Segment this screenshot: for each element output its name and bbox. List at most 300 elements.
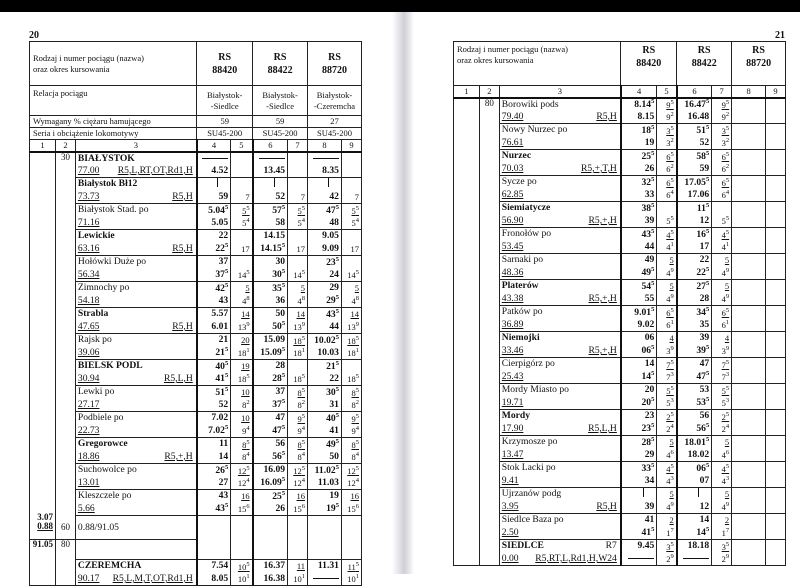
departure-time-1: $20^5$	[621, 397, 657, 410]
run-time-1: 5	[657, 436, 677, 449]
junction-gradient-bottom: 80	[55, 540, 75, 586]
departure-time-3: 22	[308, 373, 342, 386]
min-run-time-3	[765, 527, 785, 540]
arrival-time-1: 8.14$^5$	[621, 98, 657, 111]
arrival-time-2: 16.47$^5$	[677, 98, 712, 111]
pass-through-mark	[217, 178, 218, 187]
run-time-1: $8^5$	[231, 438, 253, 451]
min-run-time-2: $15^6$	[288, 503, 308, 516]
column-number-7: 7	[288, 140, 308, 152]
station-km	[75, 269, 196, 282]
column-number-9: 9	[765, 86, 785, 98]
min-run-time-1: $6^1$	[657, 319, 677, 332]
station-km	[499, 553, 621, 566]
arrival-time-1: 9.45	[621, 540, 657, 553]
km-value: 0.00	[501, 552, 519, 564]
station-km	[499, 371, 621, 384]
min-run-time-2: $6^2$	[712, 163, 732, 176]
station-row-bottom	[30, 295, 362, 308]
train-header-88422	[253, 42, 308, 86]
station-row-bottom	[30, 451, 362, 464]
station-row-bottom	[30, 321, 362, 334]
departure-time-3: 11.03	[308, 477, 342, 490]
min-run-time-3: 7	[341, 191, 361, 204]
train-number: 88720	[746, 58, 772, 69]
min-run-time-3: $4^8$	[341, 295, 361, 308]
station-name: Podbiele po	[75, 412, 196, 425]
min-run-time-1: $4^6$	[657, 449, 677, 462]
min-run-time-3	[765, 215, 785, 228]
arrival-time-3	[732, 280, 766, 293]
departure-time-2: $53^5$	[677, 397, 712, 410]
km-value: 18.86	[77, 450, 100, 462]
run-time-1: $2^5$	[657, 410, 677, 423]
run-time-2: $4^5$	[712, 228, 732, 241]
min-run-time-1: 7	[231, 191, 253, 204]
departure-time-3	[732, 189, 766, 202]
departure-time-3: 24	[308, 269, 342, 282]
station-km	[75, 477, 196, 490]
run-time-3: $9^5$	[341, 412, 361, 425]
dash-mark	[628, 558, 654, 559]
arrival-time-3	[308, 178, 342, 191]
run-time-2	[288, 178, 308, 191]
departure-time-1: 52	[197, 399, 231, 412]
train-type: RS	[752, 45, 765, 56]
departure-time-3	[732, 111, 766, 124]
station-row-bottom	[454, 371, 786, 384]
run-time-1: 20	[231, 334, 253, 347]
km-value: 39.06	[77, 346, 100, 358]
arrival-time-3	[732, 98, 766, 111]
run-time-1: $4^5$	[657, 462, 677, 475]
departure-time-3: 31	[308, 399, 342, 412]
station-row-bottom	[454, 241, 786, 254]
station-row-top	[454, 540, 786, 553]
run-time-2: 2	[712, 514, 732, 527]
station-km	[499, 501, 621, 514]
station-row-top	[30, 360, 362, 373]
run-time-1: $6^5$	[657, 176, 677, 189]
arrival-time-3: $40^5$	[308, 412, 342, 425]
departure-time-2: $50^5$	[253, 321, 288, 334]
station-km	[75, 425, 196, 438]
station-name: Ujrzanów podg	[499, 488, 621, 501]
empty-cell	[253, 516, 288, 560]
km-value: 53.45	[501, 240, 524, 252]
arrival-time-1: $32^5$	[621, 176, 657, 189]
arrival-time-1: 14	[621, 358, 657, 371]
column-number-5: 5	[657, 86, 677, 98]
min-run-time-2: $18^1$	[288, 347, 308, 360]
min-run-time-1: 17	[231, 243, 253, 256]
departure-time-2: $56^5$	[253, 451, 288, 464]
min-run-time-2: $8^4$	[288, 451, 308, 464]
station-name: SIEDLCE R7	[499, 540, 621, 553]
arrival-time-2: $57^5$	[253, 204, 288, 217]
column-number-9: 9	[341, 140, 361, 152]
departure-time-3	[732, 345, 766, 358]
departure-time-1: 55	[621, 293, 657, 306]
arrival-time-2	[253, 152, 288, 165]
min-run-time-1: $1^7$	[657, 527, 677, 540]
min-run-time-2: $10^1$	[288, 573, 308, 586]
station-km	[499, 163, 621, 176]
station-row-top	[454, 410, 786, 423]
station-name: Fronołów po	[499, 228, 621, 241]
station-row-bottom	[30, 269, 362, 282]
station-km	[75, 347, 196, 360]
departure-time-1: 5.05	[197, 217, 231, 230]
run-time-2	[712, 202, 732, 215]
departure-time-1: 39	[621, 215, 657, 228]
departure-time-1: 27	[197, 477, 231, 490]
pass-through-mark	[274, 178, 275, 187]
station-row-bottom	[454, 475, 786, 488]
km-value: 47.65	[77, 320, 100, 332]
departure-time-1: $49^5$	[621, 267, 657, 280]
min-run-time-1: $4^3$	[657, 475, 677, 488]
loco-label: Seria i obciążenie lokomotywy	[30, 128, 197, 140]
run-time-3: 14	[341, 308, 361, 321]
station-row-bottom	[454, 553, 786, 566]
departure-time-2: 18.02	[677, 449, 712, 462]
departure-time-1: $14^5$	[621, 371, 657, 384]
arrival-time-2: 56	[253, 438, 288, 451]
station-name: Zimnochy po	[75, 282, 196, 295]
departure-time-3: 41	[308, 425, 342, 438]
arrival-time-2: 50	[253, 308, 288, 321]
station-km	[75, 451, 196, 464]
km-value: 13.01	[77, 476, 100, 488]
departure-time-3	[732, 371, 766, 384]
departure-time-3: 50	[308, 451, 342, 464]
train-number: 88720	[322, 64, 347, 76]
station-row-top	[30, 204, 362, 217]
station-row-top	[454, 514, 786, 527]
arrival-time-3	[732, 332, 766, 345]
station-km	[75, 295, 196, 308]
station-row-bottom	[454, 189, 786, 202]
right-page-number: 21	[775, 30, 785, 41]
min-run-time-2: $3^9$	[712, 345, 732, 358]
station-row-bottom	[30, 191, 362, 204]
departure-time-2: 07	[677, 475, 712, 488]
station-row-top	[454, 436, 786, 449]
run-time-1: 2	[657, 514, 677, 527]
run-time-3	[765, 98, 785, 111]
departure-time-1: 8.15	[621, 111, 657, 124]
train-number: 88420	[636, 58, 662, 69]
station-row-bottom	[30, 165, 362, 178]
run-time-2: $5^5$	[288, 204, 308, 217]
arrival-time-3: 10.02$^5$	[308, 334, 342, 347]
empty-cell	[341, 516, 361, 560]
run-time-3	[765, 436, 785, 449]
min-run-time-2: $1^7$	[712, 527, 732, 540]
departure-time-1: 26	[621, 163, 657, 176]
arrival-time-1: 23	[621, 410, 657, 423]
arrival-time-2: $27^5$	[677, 280, 712, 293]
departure-time-2: $30^5$	[253, 269, 288, 282]
departure-time-2: 15.09$^5$	[253, 347, 288, 360]
min-run-time-1: $12^4$	[231, 477, 253, 490]
column-number-5: 5	[231, 140, 253, 152]
station-row-bottom	[454, 267, 786, 280]
empty-cell	[308, 516, 342, 560]
train-type: RS	[697, 45, 711, 56]
station-row-top	[30, 438, 362, 451]
arrival-time-2: 16.09	[253, 464, 288, 477]
train-header-88420	[197, 42, 253, 86]
station-row-bottom	[454, 397, 786, 410]
station-row-top	[30, 464, 362, 477]
station-row-bottom	[454, 293, 786, 306]
arrival-time-1	[197, 178, 231, 191]
column-number-8: 8	[308, 140, 342, 152]
run-time-1: 14	[231, 308, 253, 321]
station-name: Niemojki	[499, 332, 621, 345]
relation-88422	[253, 86, 308, 116]
run-time-1: 5	[657, 488, 677, 501]
run-time-2	[288, 230, 308, 243]
run-time-3	[765, 540, 785, 553]
relation-label: Relacja pociągu	[30, 86, 197, 116]
arrival-time-3	[732, 124, 766, 137]
departure-time-2: 35	[677, 319, 712, 332]
km-value: 5.66	[77, 502, 95, 514]
station-row-bottom	[454, 319, 786, 332]
departure-time-3: 44	[308, 321, 342, 334]
station-codes: R5,+,H	[588, 214, 617, 226]
arrival-time-2: 14	[677, 514, 712, 527]
station-row-top	[454, 306, 786, 319]
empty-cell	[288, 516, 308, 560]
run-time-2	[288, 256, 308, 269]
train-label-cell	[30, 42, 197, 86]
station-km	[499, 423, 621, 436]
departure-time-3: 8.35	[308, 165, 342, 178]
station-codes: R5,L,H	[163, 372, 193, 384]
station-codes: R5,+,H	[588, 344, 617, 356]
train-type: RS	[328, 51, 341, 63]
km-value: 70.03	[501, 162, 524, 174]
min-run-time-3: 17	[341, 243, 361, 256]
relation-line1: Białystok-	[206, 89, 243, 100]
station-name: Borowiki pods	[499, 98, 621, 111]
arrival-time-2: 17.05$^5$	[677, 176, 712, 189]
station-km	[75, 243, 196, 256]
departure-time-2: 16.09$^5$	[253, 477, 288, 490]
run-time-1: $3^5$	[657, 540, 677, 553]
min-run-time-1: $8^2$	[231, 399, 253, 412]
arrival-time-3	[732, 384, 766, 397]
left-timetable	[29, 41, 362, 586]
departure-time-1: 44	[621, 241, 657, 254]
column-number-1: 1	[30, 140, 56, 152]
departure-time-3: 48	[308, 217, 342, 230]
arrival-time-3	[732, 176, 766, 189]
arrival-time-1: 9.01$^5$	[621, 306, 657, 319]
min-run-time-2: $9^4$	[288, 425, 308, 438]
station-row-top	[30, 256, 362, 269]
run-time-1: $4^5$	[657, 228, 677, 241]
arrival-time-3	[732, 254, 766, 267]
column-number-7: 7	[712, 86, 732, 98]
station-codes: R5,RT,L,Rd1,H,W24	[535, 552, 617, 564]
departure-time-1: 34	[621, 475, 657, 488]
min-run-time-2: $4^3$	[712, 475, 732, 488]
station-row-top	[30, 178, 362, 191]
run-time-2	[288, 152, 308, 165]
departure-time-2: 12	[677, 501, 712, 514]
arrival-time-1: 5.57	[197, 308, 231, 321]
departure-time-3	[732, 319, 766, 332]
gradient-column: 80	[479, 98, 499, 566]
arrival-time-3	[732, 358, 766, 371]
station-row-top	[454, 254, 786, 267]
run-time-2: $3^5$	[712, 540, 732, 553]
station-codes: R5,+,T,H	[580, 162, 617, 174]
arrival-time-1: $51^5$	[197, 386, 231, 399]
arrival-time-1: $18^5$	[621, 124, 657, 137]
min-run-time-1: $15^6$	[231, 503, 253, 516]
departure-time-2: $37^5$	[253, 399, 288, 412]
station-row-bottom	[30, 347, 362, 360]
station-row-top	[30, 490, 362, 503]
run-time-3	[765, 462, 785, 475]
departure-time-1: 6.01	[197, 321, 231, 334]
departure-time-3	[732, 449, 766, 462]
right-timetable	[453, 41, 786, 566]
run-time-3	[765, 384, 785, 397]
km-value: 79.40	[501, 110, 524, 122]
station-name: Białystok Bł12	[75, 178, 196, 191]
arrival-time-2: 37	[253, 386, 288, 399]
dash-mark	[202, 158, 228, 159]
departure-time-2: 26	[253, 503, 288, 516]
run-time-2: $8^5$	[288, 386, 308, 399]
station-codes: R5,H	[172, 242, 193, 254]
run-time-1	[657, 202, 677, 215]
column-number-2: 2	[55, 140, 75, 152]
station-name: Siemiatycze	[499, 202, 621, 215]
min-run-time-1	[231, 165, 253, 178]
run-time-2	[288, 360, 308, 373]
station-row-bottom	[30, 573, 362, 586]
departure-time-1: $06^5$	[621, 345, 657, 358]
station-km	[499, 319, 621, 332]
station-name: Rajsk po	[75, 334, 196, 347]
relation-line1: Białystok-	[316, 89, 353, 100]
arrival-time-2: 18.01$^5$	[677, 436, 712, 449]
junction-blank	[75, 540, 196, 560]
run-time-3	[765, 124, 785, 137]
run-time-2: $18^5$	[288, 334, 308, 347]
min-run-time-3	[765, 501, 785, 514]
station-name: Strabla	[75, 308, 196, 321]
run-time-1: 19	[231, 360, 253, 373]
run-time-2: 5	[712, 280, 732, 293]
departure-time-1: $41^5$	[197, 373, 231, 386]
departure-time-2: 36	[253, 295, 288, 308]
departure-time-3	[732, 293, 766, 306]
run-time-1	[231, 178, 253, 191]
departure-time-2: $22^5$	[677, 267, 712, 280]
arrival-time-3	[732, 410, 766, 423]
run-time-3	[765, 228, 785, 241]
station-codes: R5,L,H	[588, 422, 617, 434]
run-time-3	[765, 410, 785, 423]
arrival-time-1: $40^5$	[197, 360, 231, 373]
train-label-line1: Rodzaj i numer pociągu (nazwa)	[457, 44, 568, 54]
min-run-time-2: $2^9$	[712, 553, 732, 566]
station-row-bottom	[30, 503, 362, 516]
min-run-time-1: $4^1$	[657, 241, 677, 254]
departure-time-2: 16.38	[253, 573, 288, 586]
km-value: 13.47	[501, 448, 524, 460]
brake-88420: 59	[197, 116, 253, 128]
empty-cell	[197, 516, 231, 560]
min-run-time-3	[765, 553, 785, 566]
km-value: 63.16	[77, 242, 100, 254]
column-number-1: 1	[454, 86, 480, 98]
station-row-top	[454, 228, 786, 241]
station-name: Sarnaki po	[499, 254, 621, 267]
run-time-2: $9^5$	[712, 98, 732, 111]
station-codes: R5,+,H	[588, 292, 617, 304]
departure-time-1: 29	[621, 449, 657, 462]
arrival-time-3: $23^5$	[308, 256, 342, 269]
station-row-bottom	[30, 399, 362, 412]
departure-time-2: $56^5$	[677, 423, 712, 436]
arrival-time-2: $34^5$	[677, 306, 712, 319]
station-row-top	[454, 488, 786, 501]
station-row-top	[454, 280, 786, 293]
run-time-2: 5	[712, 254, 732, 267]
min-run-time-3	[765, 293, 785, 306]
run-time-3: $11^5$	[341, 560, 361, 573]
min-run-time-3: $13^9$	[341, 321, 361, 334]
run-time-1	[231, 152, 253, 165]
min-run-time-2: $4^9$	[712, 501, 732, 514]
station-row-top	[454, 202, 786, 215]
junction-distance	[30, 512, 56, 540]
empty-cell	[231, 516, 253, 560]
km-value: 27.17	[77, 398, 100, 410]
arrival-time-1: $28^5$	[621, 436, 657, 449]
run-time-1: 5	[657, 254, 677, 267]
dash-mark	[313, 578, 339, 579]
departure-time-2: 13.45	[253, 165, 288, 178]
arrival-time-1: 06	[621, 332, 657, 345]
loco-88720: SU45-200	[308, 128, 362, 140]
km-value: 2.50	[501, 526, 519, 538]
arrival-time-1: $38^5$	[621, 202, 657, 215]
arrival-time-1: 5.04$^5$	[197, 204, 231, 217]
station-row-top	[454, 462, 786, 475]
station-codes: R5,H	[596, 110, 617, 122]
min-run-time-3	[765, 267, 785, 280]
min-run-time-1: $2^9$	[657, 553, 677, 566]
dash-mark	[313, 158, 339, 159]
min-run-time-1: $5^3$	[657, 397, 677, 410]
arrival-time-2: $16^5$	[677, 228, 712, 241]
min-run-time-1: $3^9$	[657, 345, 677, 358]
run-time-3	[341, 178, 361, 191]
run-time-2: $12^5$	[288, 464, 308, 477]
column-number-6: 6	[253, 140, 288, 152]
